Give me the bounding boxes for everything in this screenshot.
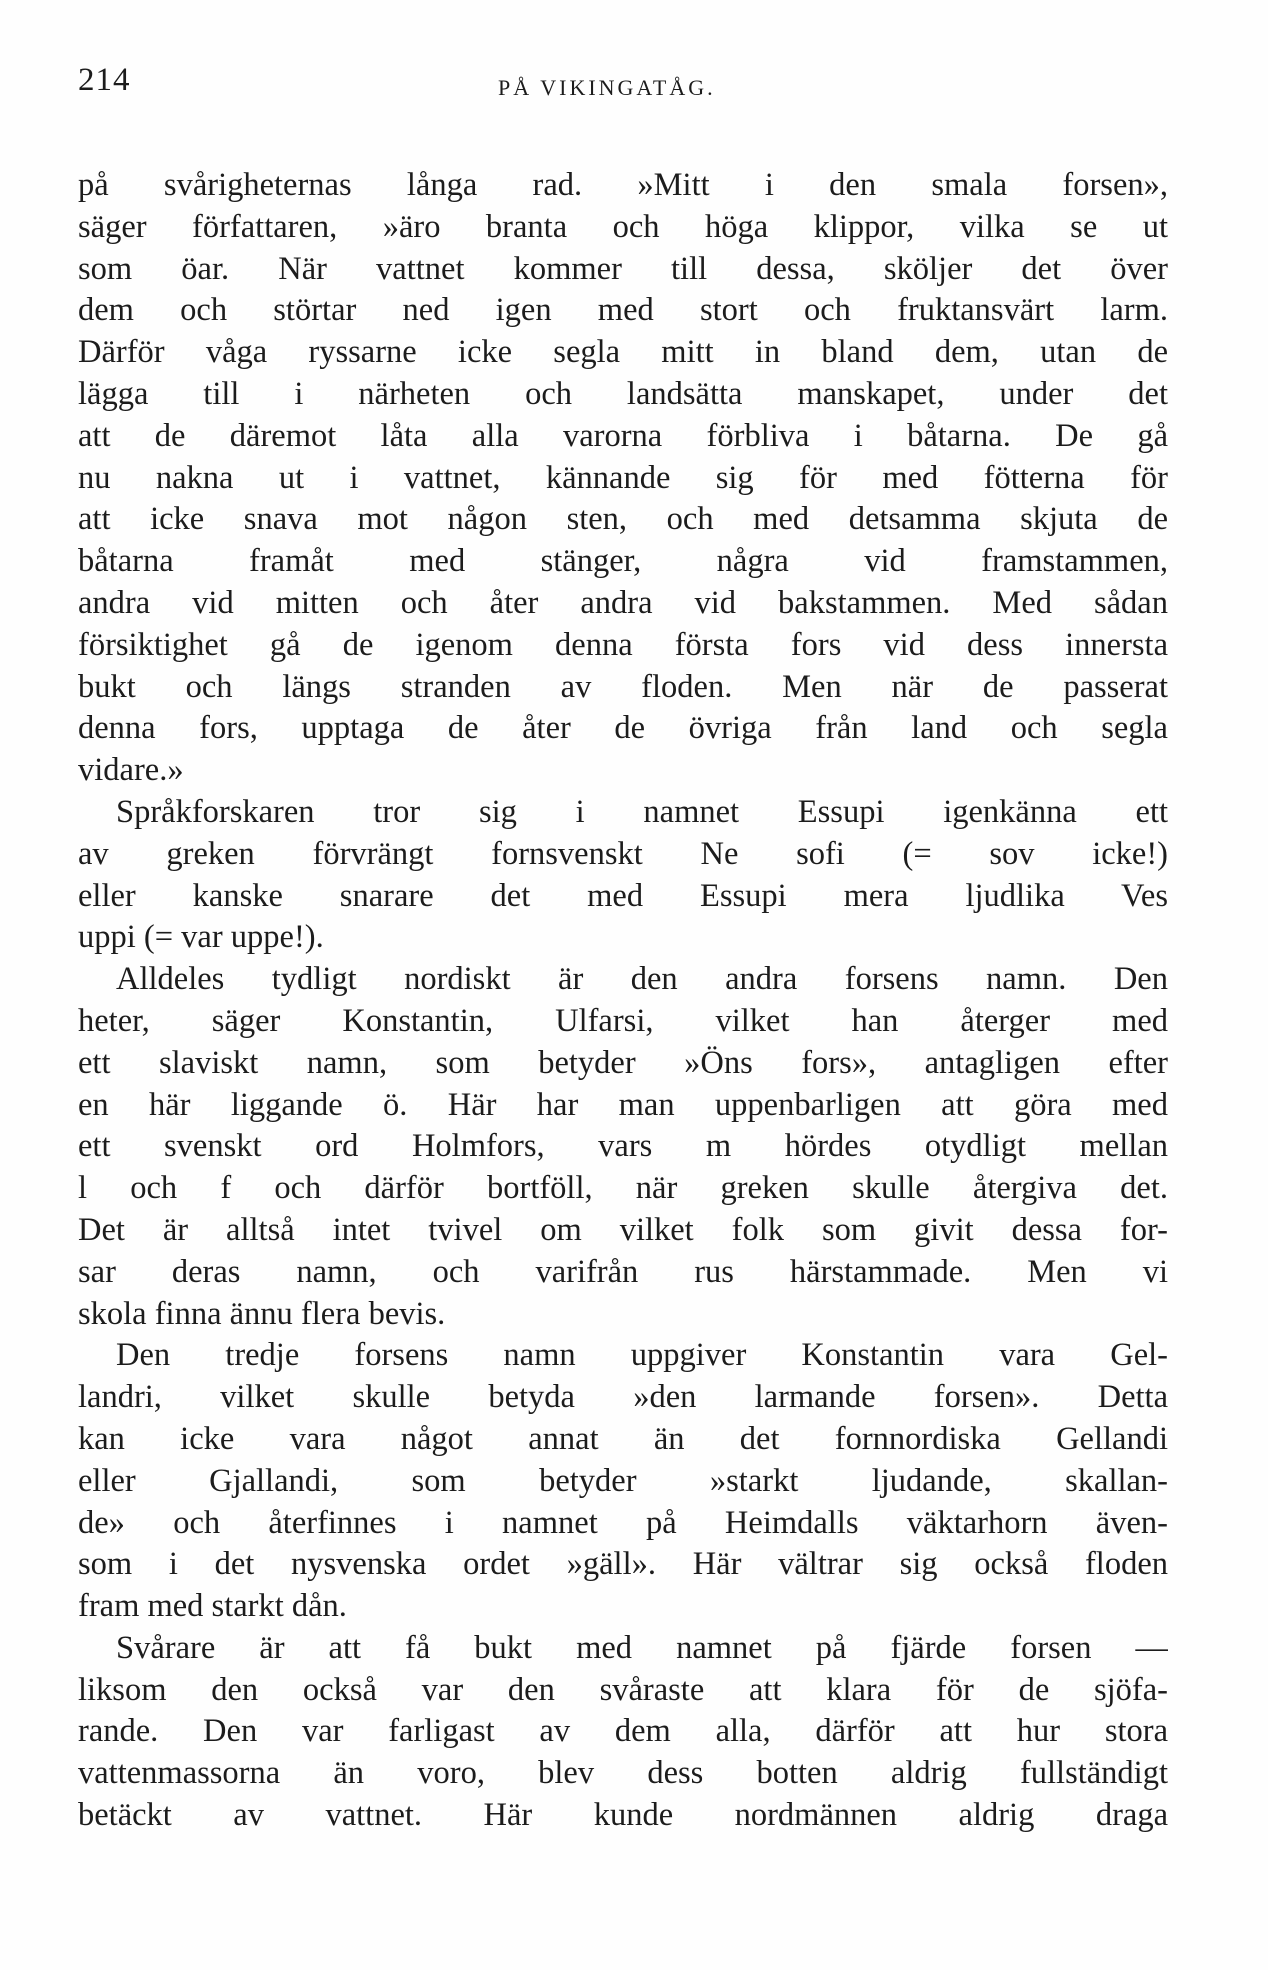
text-line: skola finna ännu flera bevis. xyxy=(78,1295,446,1332)
text-line: l och f och därför bortföll, när greken skulle återgiva det. xyxy=(78,1170,1168,1207)
text-line: på svårigheternas långa rad. »Mitt i den smala forsen», xyxy=(78,167,1168,203)
text-line: eller Gjallandi, som betyder »starkt ljudande, skallan- xyxy=(78,1462,1168,1499)
text-line: fram med starkt dån. xyxy=(78,1588,347,1625)
text-line: som öar. När vattnet kommer till dessa, sköljer det över xyxy=(78,250,1168,287)
text-line: denna fors, upptaga de åter de övriga från land och segla xyxy=(78,710,1168,747)
text-line: heter, säger Konstantin, Ulfarsi, vilket han återger med xyxy=(78,1002,1168,1039)
text-line: bukt och längs stranden av floden. Men när de passerat xyxy=(78,668,1168,705)
text-line: kan icke vara något annat än det fornnordiska Gellandi xyxy=(78,1420,1168,1457)
text-line: de» och återfinnes i namnet på Heimdalls väktarhorn även- xyxy=(78,1504,1168,1541)
text-line: vidare.» xyxy=(78,752,184,789)
paragraph-first-line: Alldeles tydligt nordiskt är den andra forsens namn. Den xyxy=(116,961,1168,998)
paragraph-first-line: Den tredje forsens namn uppgiver Konstantin vara Gel- xyxy=(116,1337,1168,1374)
text-line: lägga till i närheten och landsätta manskapet, under det xyxy=(78,375,1168,412)
text-line: ett slaviskt namn, som betyder »Öns fors», antagligen efter xyxy=(78,1044,1168,1081)
text-line: dem och störtar ned igen med stort och fruktansvärt larm. xyxy=(78,292,1168,329)
text-line: nu nakna ut i vattnet, kännande sig för med fötterna för xyxy=(78,459,1168,496)
paragraph-first-line: Svårare är att få bukt med namnet på fjärde forsen — xyxy=(116,1629,1168,1666)
running-head: PÅ VIKINGATÅG. xyxy=(498,75,716,100)
text-line: andra vid mitten och åter andra vid bakstammen. Med sådan xyxy=(78,584,1168,621)
page-header xyxy=(78,62,1168,112)
body-text xyxy=(78,165,1168,1837)
text-line: att de däremot låta alla varorna förbliva i båtarna. De gå xyxy=(78,417,1168,454)
text-line: eller kanske snarare det med Essupi mera ljudlika Ves xyxy=(78,877,1168,914)
text-line: vattenmassorna än voro, blev dess botten aldrig fullständigt xyxy=(78,1755,1168,1792)
text-line: som i det nysvenska ordet »gäll». Här vältrar sig också floden xyxy=(78,1546,1168,1583)
text-line: säger författaren, »äro branta och höga klippor, vilka se ut xyxy=(78,208,1168,245)
text-line: av greken förvrängt fornsvenskt Ne sofi (= sov icke!) xyxy=(78,835,1168,872)
text-line: en här liggande ö. Här har man uppenbarligen att göra med xyxy=(78,1086,1168,1123)
text-line: försiktighet gå de igenom denna första fors vid dess innersta xyxy=(78,626,1168,663)
text-line: att icke snava mot någon sten, och med detsamma skjuta de xyxy=(78,501,1168,538)
text-line: Därför våga ryssarne icke segla mitt in bland dem, utan de xyxy=(78,334,1168,371)
text-line: landri, vilket skulle betyda »den larmande forsen». Detta xyxy=(78,1379,1168,1416)
text-line: liksom den också var den svåraste att klara för de sjöfa- xyxy=(78,1671,1168,1708)
text-line: sar deras namn, och varifrån rus härstammade. Men vi xyxy=(78,1253,1168,1290)
text-line: Det är alltså intet tvivel om vilket folk som givit dessa for- xyxy=(78,1211,1168,1248)
text-line: ett svenskt ord Holmfors, vars m hördes otydligt mellan xyxy=(78,1128,1168,1165)
text-line: betäckt av vattnet. Här kunde nordmännen aldrig draga xyxy=(78,1797,1168,1834)
text-line: uppi (= var uppe!). xyxy=(78,919,324,956)
page-number: 214 xyxy=(78,62,131,98)
paragraph-first-line: Språkforskaren tror sig i namnet Essupi igenkänna ett xyxy=(116,793,1168,830)
text-line: rande. Den var farligast av dem alla, därför att hur stora xyxy=(78,1713,1168,1750)
text-line: båtarna framåt med stänger, några vid framstammen, xyxy=(78,543,1168,580)
